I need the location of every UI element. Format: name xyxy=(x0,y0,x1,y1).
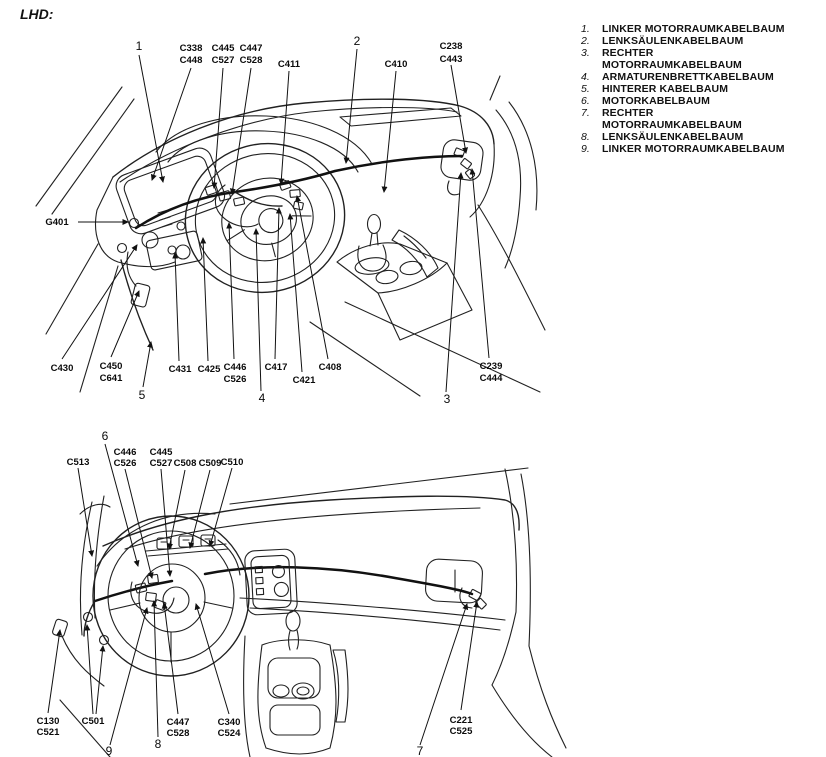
connector-label: C239 xyxy=(479,361,503,372)
connector-label: C221 xyxy=(449,715,473,726)
legend-number: 8. xyxy=(581,131,590,143)
legend-row xyxy=(581,23,825,35)
legend xyxy=(581,23,825,155)
connector-label: C528 xyxy=(239,55,263,66)
connector-label: C417 xyxy=(264,362,288,373)
connector-label: C526 xyxy=(223,374,247,385)
connector-label: C446 xyxy=(113,447,137,458)
connector-label: C340 xyxy=(217,717,241,728)
bottom-labels xyxy=(37,429,473,757)
legend-row xyxy=(581,59,825,71)
connector-label: C521 xyxy=(36,727,60,738)
callout-number: 7 xyxy=(416,744,424,757)
legend-label: MOTORRAUMKABELBAUM xyxy=(602,119,742,131)
connector-label: C510 xyxy=(220,457,244,468)
connector-label: C527 xyxy=(211,55,235,66)
legend-label: MOTORKABELBAUM xyxy=(602,95,710,107)
connector-label: C411 xyxy=(277,59,301,70)
connector-label: C509 xyxy=(198,458,222,469)
legend-label: LENKSÄULENKABELBAUM xyxy=(602,131,744,143)
connector-label: C526 xyxy=(113,458,137,469)
connector-label: C513 xyxy=(66,457,90,468)
callout-number: 4 xyxy=(258,391,266,405)
top-diagram-art xyxy=(36,76,545,396)
connector-label: C508 xyxy=(173,458,197,469)
connector-label: C448 xyxy=(179,55,203,66)
legend-number: 3. xyxy=(581,47,590,59)
connector-label: C443 xyxy=(439,54,463,65)
connector-label: C501 xyxy=(81,716,105,727)
connector-label: C238 xyxy=(439,41,463,52)
connector-label: C527 xyxy=(149,458,173,469)
legend-label: ARMATURENBRETTKABELBAUM xyxy=(602,71,774,83)
legend-label: LINKER MOTORRAUMKABELBAUM xyxy=(602,143,785,155)
connector-label: C528 xyxy=(166,728,190,739)
legend-label: LENKSÄULENKABELBAUM xyxy=(602,35,744,47)
legend-row xyxy=(581,119,825,131)
connector-label: C130 xyxy=(36,716,60,727)
callout-number: 1 xyxy=(135,39,143,53)
legend-number: 7. xyxy=(581,107,590,119)
connector-label: C421 xyxy=(292,375,316,386)
connector-label: C425 xyxy=(197,364,221,375)
legend-label: MOTORRAUMKABELBAUM xyxy=(602,59,742,71)
callout-number: 2 xyxy=(353,34,361,48)
connector-label: C445 xyxy=(149,447,173,458)
connector-label: C410 xyxy=(384,59,408,70)
connector-label: C447 xyxy=(166,717,190,728)
bottom-diagram-art xyxy=(52,468,566,757)
callout-number: 6 xyxy=(101,429,109,443)
legend-number xyxy=(581,119,602,131)
legend-row xyxy=(581,83,825,95)
connector-label: C431 xyxy=(168,364,192,375)
legend-number: 6. xyxy=(581,95,590,107)
legend-number: 9. xyxy=(581,143,590,155)
legend-label: RECHTER xyxy=(602,107,654,119)
legend-label: HINTERER KABELBAUM xyxy=(602,83,729,95)
connector-label: C524 xyxy=(217,728,241,739)
callout-number: 9 xyxy=(105,744,113,757)
connector-label: C446 xyxy=(223,362,247,373)
legend-row xyxy=(581,71,825,83)
connector-label: C450 xyxy=(99,361,123,372)
connector-label: C525 xyxy=(449,726,473,737)
connector-label: C430 xyxy=(50,363,74,374)
legend-row xyxy=(581,35,825,47)
connector-label: C408 xyxy=(318,362,342,373)
legend-number: 2. xyxy=(581,35,590,47)
legend-label: RECHTER xyxy=(602,47,654,59)
connector-label: C444 xyxy=(479,373,503,384)
legend-number: 1. xyxy=(581,23,590,35)
legend-row xyxy=(581,47,825,59)
connector-label: G401 xyxy=(45,217,69,228)
legend-number: 5. xyxy=(581,83,590,95)
legend-row xyxy=(581,107,825,119)
callout-number: 8 xyxy=(154,737,162,751)
legend-row xyxy=(581,95,825,107)
legend-number xyxy=(581,59,602,71)
legend-label: LINKER MOTORRAUMKABELBAUM xyxy=(602,23,785,35)
top-diagram xyxy=(36,34,545,406)
connector-label: C641 xyxy=(99,373,123,384)
callout-number: 5 xyxy=(138,388,146,402)
bottom-diagram xyxy=(37,429,566,757)
connector-label: C338 xyxy=(179,43,203,54)
callout-number: 3 xyxy=(443,392,451,406)
legend-row xyxy=(581,131,825,143)
connector-label: C445 xyxy=(211,43,235,54)
connector-label: C447 xyxy=(239,43,263,54)
page-title: LHD: xyxy=(20,6,54,22)
legend-row xyxy=(581,143,825,155)
legend-number: 4. xyxy=(581,71,590,83)
